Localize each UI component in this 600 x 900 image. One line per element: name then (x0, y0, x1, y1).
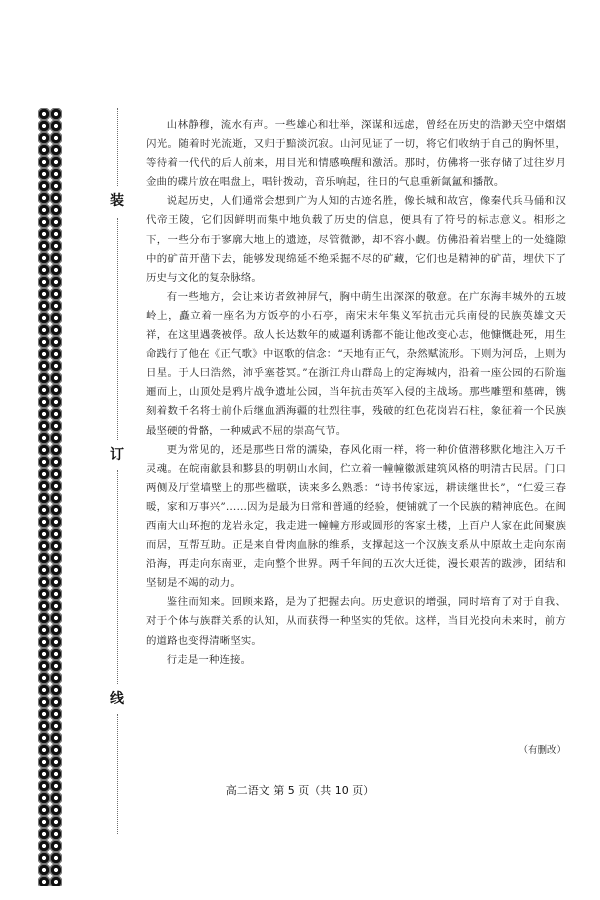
article-paragraph-2: 说起历史，人们通常会想到广为人知的古迹名胜，像长城和故宫，像秦代兵马俑和汉代帝王陵，它们因鲜明而集中地负载了历史的信息，便具有了符号的标志意义。相形之下，一些分布于寥廓大地上的遗迹，尽管微渺，却不容小觑。仿佛沿着岩壁上的一处缝隙中的矿苗开凿下去，能够发现绵延不绝采掘不尽的矿藏，它们也是精神的矿苗，埋伏下了历史与文化的复杂脉络。 (146, 195, 566, 284)
article-paragraph-3: 有一些地方，会让来访者敛神屏气，胸中萌生出深深的敬意。在广东海丰城外的五坡岭上，矗立着一座名为方饭亭的小石亭，南宋末年集义军抗击元兵南侵的民族英雄文天祥，在这里遇袭被俘。敌人长达数年的威逼利诱都不能让他改变心志，他慷慨赴死，用生命践行了他在《正气歌》中讴歌的信念：“天地有正气，杂然赋流形。下则为河岳，上则为日星。于人曰浩然，沛乎塞苍冥。”在浙江舟山群岛上的定海城内，沿着一座公园的石阶迤逦而上，山顶处是鸦片战争遗址公园，当年抗击英军入侵的主战场。那些雕塑和墓碑，镌刻着数千名将士前仆后继血洒海疆的壮烈往事，残破的红色花岗岩石柱，象征着一个民族最坚硬的骨骼，一种威武不屈的崇高气节。 (146, 290, 566, 437)
binding-dotted-line (117, 470, 118, 684)
page-footer: 高二语文 第 5 页（共 10 页） (225, 784, 375, 797)
binding-char-xian: 线 (110, 691, 124, 707)
binding-margin-pattern (38, 108, 62, 886)
article-paragraph-1: 山林静穆，流水有声。一些雄心和壮举，深谋和远虑，曾经在历史的浩渺天空中熠熠闪光。随着时光流逝，又归于黯淡沉寂。山河见证了一切，将它们收纳于自己的胸怀里，等待着一代代的后人前来，用目光和情感唤醒和激活。那时，仿佛将一张存储了过往岁月金曲的碟片放在唱盘上，唱针拨动，音乐响起，往日的气息重新氤氲和播散。 (146, 119, 566, 189)
article-paragraph-5: 鉴往而知来。回顾来路，是为了把握去向。历史意识的增强，同时培育了对于自我、对于个体与族群关系的认知，从而获得一种坚实的凭依。这样，当目光投向未来时，前方的道路也变得清晰坚实。 (146, 596, 566, 647)
binding-char-ding: 订 (110, 447, 124, 463)
binding-dotted-line (117, 218, 118, 440)
article-paragraph-6: 行走是一种连接。 (166, 653, 252, 666)
article-paragraph-4: 更为常见的，还是那些日常的濡染，春风化雨一样，将一种价值潜移默化地注入万千灵魂。在皖南歙县和黟县的明朝山水间，伫立着一幢幢徽派建筑风格的明清古民居。门口两侧及厅堂墙壁上的那些楹联，读来多么熟悉：“诗书传家远，耕读继世长”，“仁爱三春暖，家和万事兴”……因为是最为日常和普通的经验，便铺就了一个民族的精神底色。在闽西南大山环抱的龙岩永定，我走进一幢幢方形或圆形的客家土楼，上百户人家在此间聚族而居，互帮互助。正是来自骨肉血脉的维系，支撑起这一个汉族支系从中原故土走向东南沿海，再走向东南亚，走向整个世界。两千年间的五次大迁徙，漫长艰苦的跋涉，团结和坚韧是不竭的动力。 (146, 443, 566, 590)
binding-dotted-line (117, 714, 118, 834)
binding-char-zhuang: 装 (110, 193, 124, 209)
article-body (146, 116, 566, 670)
binding-dotted-line (117, 108, 118, 186)
source-note: （有删改） (518, 745, 566, 756)
